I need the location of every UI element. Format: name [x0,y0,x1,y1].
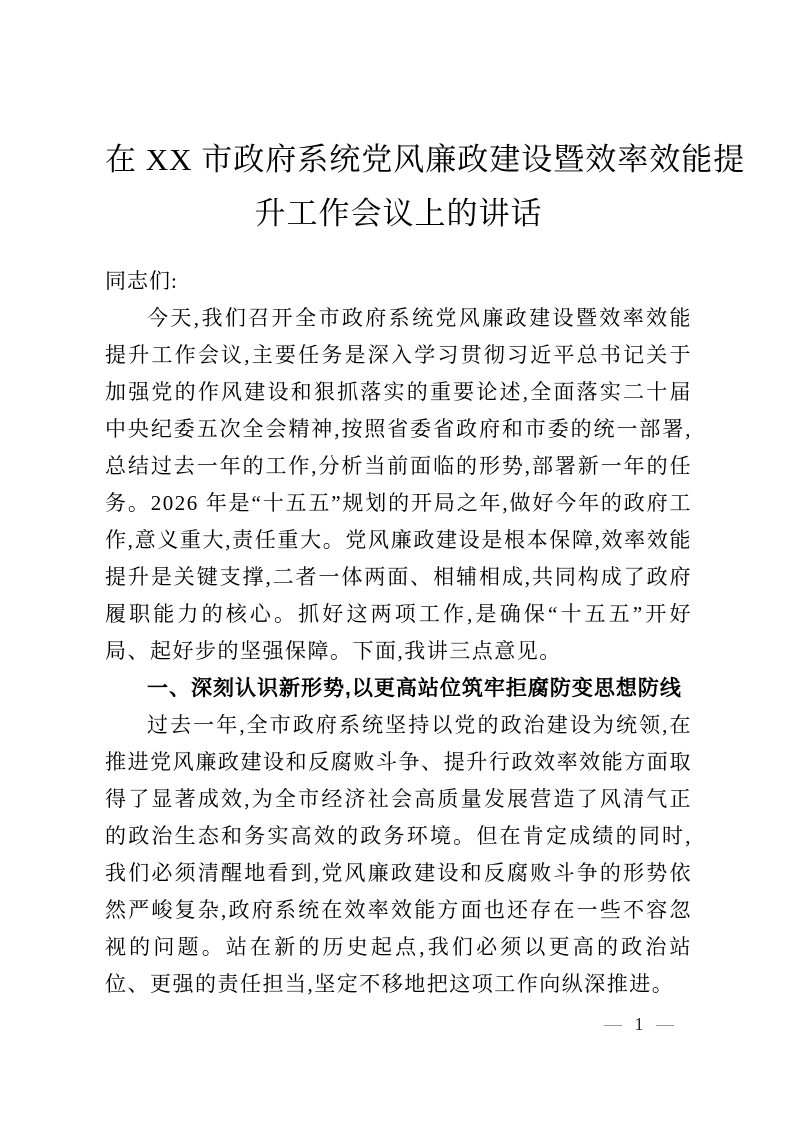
document-title [105,133,746,241]
document-title-line-1: 在 XX 市政府系统党风廉政建设暨效率效能提 [105,142,746,177]
salutation: 同志们: [105,269,178,293]
paragraph-opening: 今天,我们召开全市政府系统党风廉政建设暨效率效能提升工作会议,主要任务是深入学习贯彻习近平总书记关于加强党的作风建设和狠抓落实的重要论述,全面落实二十届中央纪委五次全会精神,按照省委省政府和市委的统一部署,总结过去一年的工作,分析当前面临的形势,部署新一年的任务。2026 年是“十五五”规划的开局之年,做好今年的政府工作,意义重大,责任重大。党风廉政建设是根本保障,效率效能提升是关键支撑,二者一体两面、相辅相成,共同构成了政府履职能力的核心。抓好这两项工作,是确保“十五五”开好局、起好步的坚强保障。下面,我讲三点意见。 [105,306,692,663]
footer-page-number: 1 [634,1014,647,1034]
document-content [105,133,746,1003]
footer-dash-right: — [656,1014,677,1034]
section-heading-1: 一、深刻认识新形势,以更高站位筑牢拒腐防变思想防线 [147,677,682,700]
document-title-line-2: 升工作会议上的讲话 [254,196,543,231]
footer-dash-left: — [604,1014,625,1034]
page-footer [604,1012,677,1036]
paragraph-section-1: 过去一年,全市政府系统坚持以党的政治建设为统领,在推进党风廉政建设和反腐败斗争、提升行政效率效能方面取得了显著成效,为全市经济社会高质量发展营造了风清气正的政治生态和务实高效的政务环境。但在肯定成绩的同时,我们必须清醒地看到,党风廉政建设和反腐败斗争的形势依然严峻复杂,政府系统在效率效能方面也还存在一些不容忽视的问题。站在新的历史起点,我们必须以更高的政治站位、更强的责任担当,坚定不移地把这项工作向纵深推进。 [105,713,692,996]
